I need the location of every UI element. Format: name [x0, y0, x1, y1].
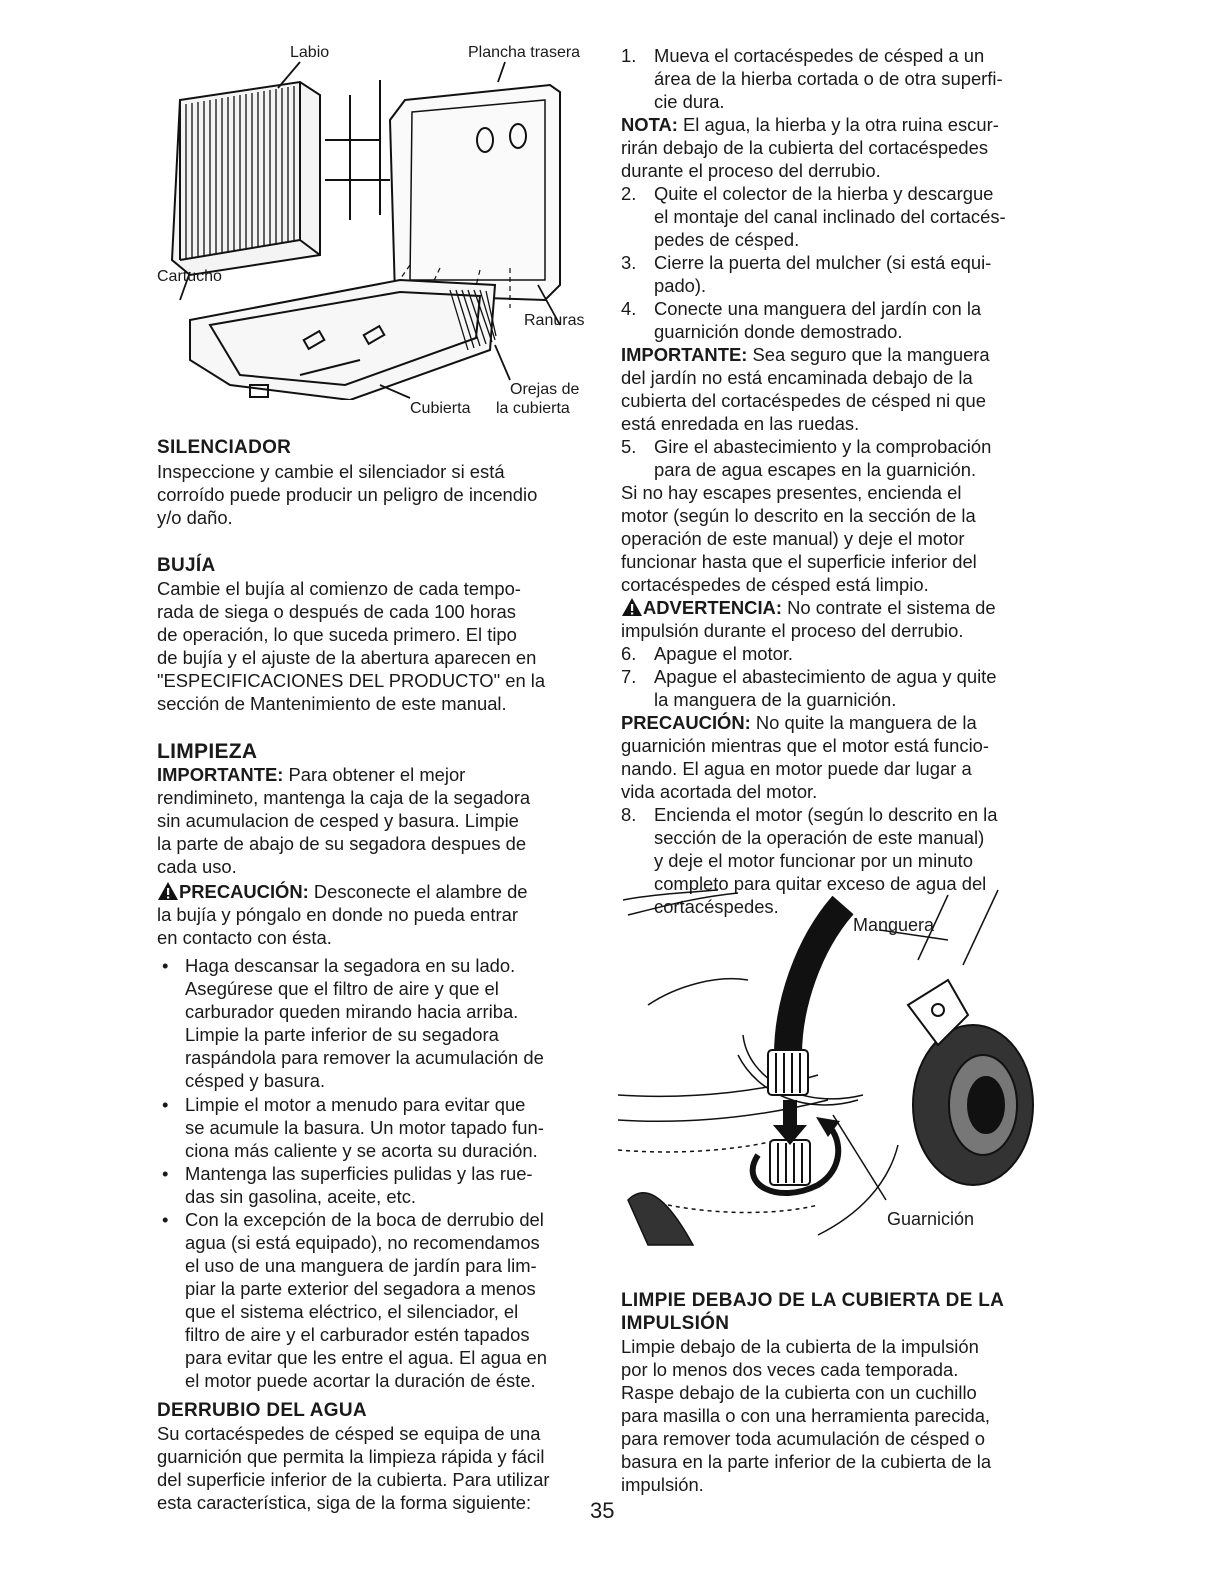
step-line: Gire el abastecimiento y la comprobación	[654, 436, 992, 457]
step-number: 5.	[621, 436, 637, 457]
bullet-line: Asegúrese que el filtro de aire y que el	[185, 978, 499, 999]
bujia-line-2: rada de siega o después de cada 100 horas	[157, 601, 516, 622]
importante-line-1: del jardín no está encaminada debajo de la	[621, 367, 973, 388]
limpie-line-3: Raspe debajo de la cubierta con un cuchillo	[621, 1382, 977, 1403]
derrubio-line-2: guarnición que permita la limpieza rápida y fácil	[157, 1446, 545, 1467]
step-line: Cierre la puerta del mulcher (si está equi-	[654, 252, 992, 273]
step-line: y deje el motor funcionar por un minuto	[654, 850, 973, 871]
nota-text: El agua, la hierba y la otra ruina escur-	[677, 114, 999, 135]
step-number: 1.	[621, 45, 637, 66]
bujia-line-4: de bujía y el ajuste de la abertura aparecen en	[157, 647, 537, 668]
bullet-line: ciona más caliente y se acorta su duración.	[185, 1140, 538, 1161]
limpieza-line-4: cada uso.	[157, 856, 237, 877]
label-manguera: Manguera	[853, 915, 935, 935]
heading-silenciador: SILENCIADOR	[157, 437, 292, 458]
step-number: 7.	[621, 666, 637, 687]
precaucion-line-3: vida acortada del motor.	[621, 781, 818, 802]
heading-derrubio: DERRUBIO DEL AGUA	[157, 1400, 367, 1421]
bullet-line: Mantenga las superficies pulidas y las rue-	[185, 1163, 533, 1184]
bullet-line: Haga descansar la segadora en su lado.	[185, 955, 516, 976]
limpie-line-5: para remover toda acumulación de césped o	[621, 1428, 985, 1449]
limpieza-line-3: la parte de abajo de su segadora despues de	[157, 833, 527, 854]
importante	[621, 344, 990, 366]
bullet-line: raspándola para remover la acumulación de	[185, 1047, 544, 1068]
label-orejas-1: Orejas de	[510, 381, 580, 398]
importante-line-3: está enredada en las ruedas.	[621, 413, 860, 434]
step-line: cortacéspedes.	[654, 896, 779, 917]
step-line: cie dura.	[654, 91, 725, 112]
heading-limpie-2: IMPULSIÓN	[621, 1313, 730, 1334]
bullet-line: césped y basura.	[185, 1070, 326, 1091]
step-line: Quite el colector de la hierba y descargue	[654, 183, 994, 204]
bujia-line-5: "ESPECIFICACIONES DEL PRODUCTO" en la	[157, 670, 546, 691]
importante-text: Sea seguro que la manguera	[747, 344, 990, 365]
bullet-line: se acumule la basura. Un motor tapado fun-	[185, 1117, 544, 1138]
para-line-5: cortacéspedes de césped está limpio.	[621, 574, 929, 595]
bujia-line-3: de operación, lo que suceda primero. El tipo	[157, 624, 517, 645]
precaucion-text: Desconecte el alambre de	[308, 881, 528, 902]
warning-icon	[621, 597, 643, 617]
step-line: el montaje del canal inclinado del cortacés-	[654, 206, 1006, 227]
step-number: 8.	[621, 804, 637, 825]
bullet-line: Limpie el motor a menudo para evitar que	[185, 1094, 526, 1115]
bullet-line: Con la excepción de la boca de derrubio del	[185, 1209, 544, 1230]
bullet-line: que el sistema eléctrico, el silenciador, el	[185, 1301, 519, 1322]
bullet-line: filtro de aire y el carburador estén tapados	[185, 1324, 530, 1345]
heading-limpie-1: LIMPIE DEBAJO DE LA CUBIERTA DE LA	[621, 1290, 1005, 1311]
silenciador-line-3: y/o daño.	[157, 507, 233, 528]
bullet-line: para evitar que les entre el agua. El agua en	[185, 1347, 547, 1368]
label-orejas-2: la cubierta	[496, 400, 570, 417]
bullet-line: agua (si está equipado), no recomendamos	[185, 1232, 540, 1253]
limpie-line-7: impulsión.	[621, 1474, 704, 1495]
limpieza-line-2: sin acumulacion de cesped y basura. Limpie	[157, 810, 519, 831]
silenciador-line-2: corroído puede producir un peligro de incendio	[157, 484, 538, 505]
label-ranuras: Ranuras	[524, 312, 585, 329]
limpie-line-6: basura en la parte inferior de la cubierta de la	[621, 1451, 992, 1472]
precaucion-line-1: guarnición mientras que el motor está funcio-	[621, 735, 990, 756]
advertencia-line-1: impulsión durante el proceso del derrubio.	[621, 620, 964, 641]
step-number: 3.	[621, 252, 637, 273]
label-cubierta: Cubierta	[410, 400, 471, 417]
precaucion-line-1: la bujía y póngalo en donde no pueda entrar	[157, 904, 518, 925]
nota-label: NOTA:	[621, 114, 678, 135]
bullet-line: piar la parte exterior del segadora a menos	[185, 1278, 536, 1299]
step-line: área de la hierba cortada o de otra superfi-	[654, 68, 1003, 89]
warning-icon	[157, 881, 179, 901]
step-line: guarnición donde demostrado.	[654, 321, 903, 342]
step-line: para de agua escapes en la guarnición.	[654, 459, 977, 480]
bullet-line: das sin gasolina, aceite, etc.	[185, 1186, 417, 1207]
silenciador-line-1: Inspeccione y cambie el silenciador si está	[157, 461, 505, 482]
step-number: 4.	[621, 298, 637, 319]
precaucion-label: PRECAUCIÓN:	[179, 881, 309, 902]
derrubio-line-3: del superficie inferior de la cubierta. Para utilizar	[157, 1469, 550, 1490]
heading-bujia: BUJÍA	[157, 555, 216, 576]
precaucion-label: PRECAUCIÓN:	[621, 712, 751, 733]
muffler-illustration	[150, 40, 610, 400]
step-line: pedes de césped.	[654, 229, 800, 250]
step-line: Mueva el cortacéspedes de césped a un	[654, 45, 985, 66]
nota-line-1: rirán debajo de la cubierta del cortacéspedes	[621, 137, 989, 158]
limpieza-precaucion	[157, 881, 528, 903]
step-number: 6.	[621, 643, 637, 664]
step-line: Apague el abastecimiento de agua y quite	[654, 666, 997, 687]
precaucion	[621, 712, 977, 734]
label-plancha-trasera: Plancha trasera	[468, 44, 581, 61]
label-cartucho: Cartucho	[157, 268, 222, 285]
limpie-line-2: por lo menos dos veces cada temporada.	[621, 1359, 959, 1380]
step-line: sección de la operación de este manual)	[654, 827, 985, 848]
para-line-4: funcionar hasta que el superficie inferior del	[621, 551, 977, 572]
label-guarnicion: Guarnición	[887, 1209, 975, 1229]
para-line-1: Si no hay escapes presentes, encienda el	[621, 482, 962, 503]
limpieza-line-1: rendimineto, mantenga la caja de la segadora	[157, 787, 531, 808]
importante-label: IMPORTANTE:	[157, 764, 284, 785]
para-line-2: motor (según lo descrito en la sección de la	[621, 505, 976, 526]
importante-text: Para obtener el mejor	[283, 764, 466, 785]
para-line-3: operación de este manual) y deje el motor	[621, 528, 965, 549]
advertencia-label: ADVERTENCIA:	[643, 597, 782, 618]
precaucion-line-2: en contacto con ésta.	[157, 927, 332, 948]
bullet-dot: •	[162, 1163, 169, 1184]
step-line: Conecte una manguera del jardín con la	[654, 298, 982, 319]
bujia-line-6: sección de Mantenimiento de este manual.	[157, 693, 507, 714]
nota-line-2: durante el proceso del derrubio.	[621, 160, 881, 181]
bullet-line: el motor puede acortar la duración de éste.	[185, 1370, 536, 1391]
hose-illustration	[618, 885, 1038, 1255]
precaucion-text: No quite la manguera de la	[750, 712, 977, 733]
limpie-line-4: para masilla o con una herramienta parecida,	[621, 1405, 991, 1426]
limpie-line-1: Limpie debajo de la cubierta de la impulsión	[621, 1336, 979, 1357]
bullet-line: el uso de una manguera de jardín para lim-	[185, 1255, 537, 1276]
bullet-dot: •	[162, 1209, 169, 1230]
step-line: la manguera de la guarnición.	[654, 689, 897, 710]
label-labio: Labio	[290, 44, 330, 61]
bullet-dot: •	[162, 955, 169, 976]
importante-line-2: cubierta del cortacéspedes de césped ni que	[621, 390, 986, 411]
bujia-line-1: Cambie el bujía al comienzo de cada tempo-	[157, 578, 521, 599]
step-line: Apague el motor.	[654, 643, 794, 664]
nota	[621, 114, 999, 136]
step-line: completo para quitar exceso de agua del	[654, 873, 987, 894]
bullet-line: Limpie la parte inferior de su segadora	[185, 1024, 499, 1045]
step-number: 2.	[621, 183, 637, 204]
advertencia-text: No contrate el sistema de	[781, 597, 996, 618]
limpieza-importante	[157, 764, 465, 786]
derrubio-line-1: Su cortacéspedes de césped se equipa de una	[157, 1423, 541, 1444]
advertencia	[621, 597, 996, 619]
bullet-line: carburador queden mirando hacia arriba.	[185, 1001, 519, 1022]
page-number: 35	[590, 1498, 615, 1523]
step-line: Encienda el motor (según lo descrito en la	[654, 804, 998, 825]
importante-label: IMPORTANTE:	[621, 344, 748, 365]
heading-limpieza: LIMPIEZA	[157, 740, 258, 763]
step-line: pado).	[654, 275, 707, 296]
derrubio-line-4: esta característica, siga de la forma siguiente:	[157, 1492, 532, 1513]
bullet-dot: •	[162, 1094, 169, 1115]
precaucion-line-2: nando. El agua en motor puede dar lugar a	[621, 758, 972, 779]
